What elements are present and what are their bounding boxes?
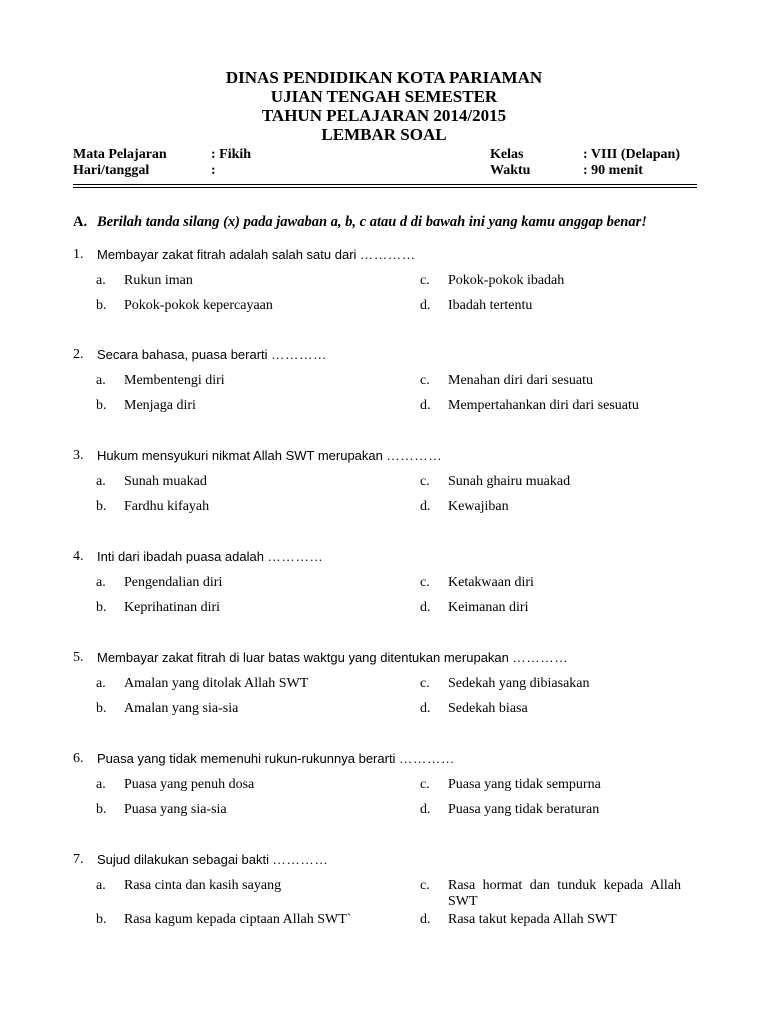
option-letter-d: d. [420,298,431,313]
option-a[interactable]: Sunah muakad [124,474,207,489]
question-number: 4. [73,549,84,564]
answer-dots: ………… [267,549,324,564]
option-c[interactable]: Sedekah yang dibiasakan [448,676,590,691]
time-label: Waktu [490,163,531,178]
option-letter-c: c. [420,676,430,691]
option-letter-d: d. [420,912,431,927]
option-letter-b: b. [96,499,107,514]
option-b[interactable]: Amalan yang sia-sia [124,701,239,716]
option-b[interactable]: Pokok-pokok kepercayaan [124,298,273,313]
option-letter-b: b. [96,298,107,313]
class-value: : VIII (Delapan) [583,147,680,162]
option-a[interactable]: Rukun iman [124,273,193,288]
option-d[interactable]: Keimanan diri [448,600,529,615]
option-letter-c: c. [420,878,430,893]
option-letter-a: a. [96,878,106,893]
option-letter-b: b. [96,802,107,817]
question-item [73,751,703,825]
answer-dots: ………… [271,347,328,362]
subject-value: : Fikih [211,147,252,162]
option-a[interactable]: Pengendalian diri [124,575,223,590]
option-letter-d: d. [420,398,431,413]
option-d[interactable]: Rasa takut kepada Allah SWT [448,912,617,927]
option-c[interactable]: Rasa hormat dan tunduk kepada Allah SWT [448,878,681,909]
answer-dots: ………… [512,650,569,665]
option-d[interactable]: Sedekah biasa [448,701,528,716]
option-letter-b: b. [96,600,107,615]
header-rule-bottom [73,187,697,188]
header-exam: UJIAN TENGAH SEMESTER [270,87,498,106]
option-c[interactable]: Pokok-pokok ibadah [448,273,565,288]
header-year: TAHUN PELAJARAN 2014/2015 [261,106,507,125]
class-label: Kelas [490,147,524,162]
question-text: Sujud dilakukan sebagai bakti [97,852,270,867]
answer-dots: ………… [399,751,456,766]
option-d[interactable]: Mempertahankan diri dari sesuatu [448,398,639,413]
option-letter-c: c. [420,777,430,792]
option-letter-b: b. [96,701,107,716]
option-c[interactable]: Ketakwaan diri [448,575,534,590]
option-c[interactable]: Sunah ghairu muakad [448,474,571,489]
option-letter-b: b. [96,398,107,413]
question-number: 6. [73,751,84,766]
document-header [0,68,768,144]
question-text: Hukum mensyukuri nikmat Allah SWT merupakan [97,448,383,463]
section-instruction [73,214,647,231]
option-b[interactable]: Rasa kagum kepada ciptaan Allah SWT` [124,912,352,927]
option-a[interactable]: Rasa cinta dan kasih sayang [124,878,282,893]
option-a[interactable]: Amalan yang ditolak Allah SWT [124,676,309,691]
option-letter-a: a. [96,575,106,590]
option-letter-a: a. [96,273,106,288]
meta-row-2 [73,163,698,181]
option-letter-d: d. [420,701,431,716]
option-letter-c: c. [420,474,430,489]
answer-dots: ………… [386,448,443,463]
option-a[interactable]: Membentengi diri [124,373,225,388]
option-letter-d: d. [420,600,431,615]
option-d[interactable]: Ibadah tertentu [448,298,533,313]
question-item [73,549,703,623]
header-agency: DINAS PENDIDIKAN KOTA PARIAMAN [225,68,543,87]
option-letter-d: d. [420,499,431,514]
option-letter-b: b. [96,912,107,927]
option-letter-c: c. [420,373,430,388]
option-letter-c: c. [420,273,430,288]
option-letter-a: a. [96,474,106,489]
option-b[interactable]: Keprihatinan diri [124,600,221,615]
question-item [73,247,703,321]
question-number: 2. [73,347,84,362]
option-b[interactable]: Fardhu kifayah [124,499,210,514]
question-item [73,650,703,724]
day-label: Hari/tanggal [73,163,150,178]
question-text: Inti dari ibadah puasa adalah [97,549,264,564]
question-number: 7. [73,852,84,867]
question-item [73,448,703,522]
question-number: 3. [73,448,84,463]
option-d[interactable]: Kewajiban [448,499,509,514]
answer-dots: ………… [360,247,417,262]
section-letter: A. [73,214,88,230]
option-letter-a: a. [96,373,106,388]
option-c[interactable]: Menahan diri dari sesuatu [448,373,594,388]
option-letter-a: a. [96,777,106,792]
instruction-text: Berilah tanda silang (x) pada jawaban a, b, c atau d di bawah ini yang kamu anggap benar! [97,214,647,230]
option-b[interactable]: Puasa yang sia-sia [124,802,227,817]
option-a[interactable]: Puasa yang penuh dosa [124,777,255,792]
header-sheet: LEMBAR SOAL [321,125,447,144]
subject-label: Mata Pelajaran [73,147,167,162]
day-value: : [211,163,216,178]
question-number: 5. [73,650,84,665]
option-c[interactable]: Puasa yang tidak sempurna [448,777,601,792]
question-item [73,852,703,932]
question-text: Membayar zakat fitrah di luar batas waktgu yang ditentukan merupakan [97,650,509,665]
question-text: Secara bahasa, puasa berarti [97,347,268,362]
option-d[interactable]: Puasa yang tidak beraturan [448,802,600,817]
question-item [73,347,703,421]
answer-dots: ………… [272,852,329,867]
question-text: Membayar zakat fitrah adalah salah satu dari [97,247,357,262]
question-number: 1. [73,247,84,262]
option-b[interactable]: Menjaga diri [124,398,196,413]
time-value: : 90 menit [583,163,643,178]
option-letter-c: c. [420,575,430,590]
header-rule-top [73,184,697,185]
option-letter-a: a. [96,676,106,691]
option-letter-d: d. [420,802,431,817]
question-text: Puasa yang tidak memenuhi rukun-rukunnya berarti [97,751,396,766]
